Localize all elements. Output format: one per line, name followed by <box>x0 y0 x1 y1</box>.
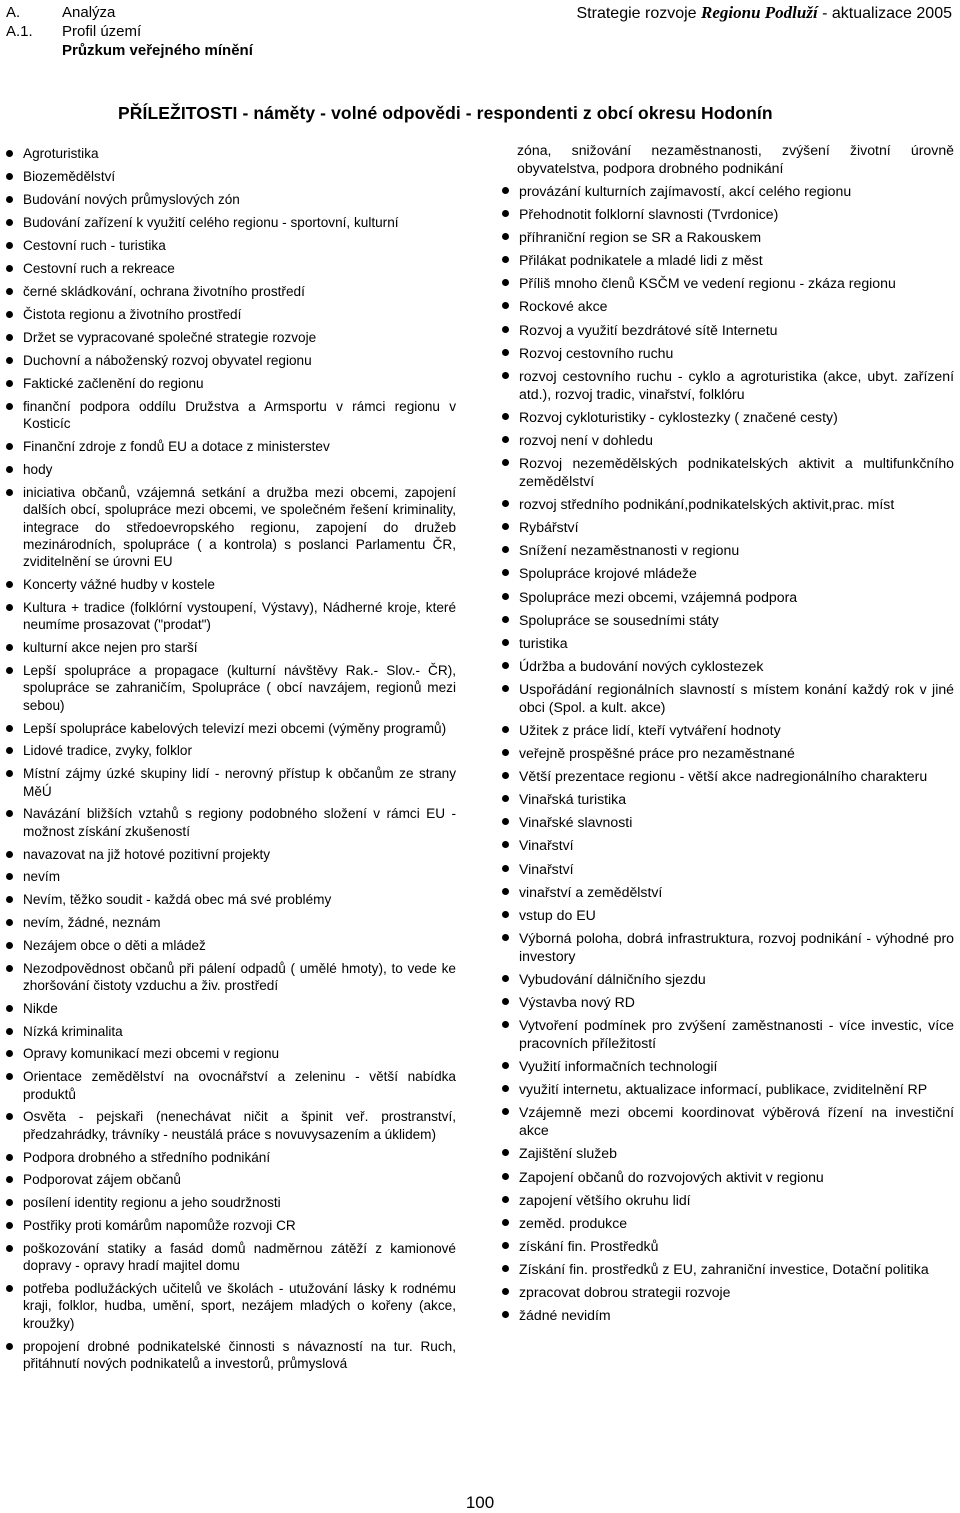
list-item: nevím, žádné, neznám <box>6 914 456 931</box>
list-item: černé skládkování, ochrana životního prostředí <box>6 283 456 300</box>
list-item: Orientace zemědělství na ovocnářství a zeleninu - větší nabídka produktů <box>6 1068 456 1103</box>
list-item: turistika <box>502 634 954 652</box>
list-item: nevím <box>6 868 456 885</box>
list-item: Využití informačních technologií <box>502 1057 954 1075</box>
list-item: Vinařská turistika <box>502 790 954 808</box>
left-column-list <box>6 145 456 1378</box>
list-item: Snížení nezaměstnanosti v regionu <box>502 541 954 559</box>
list-item: žádné nevidím <box>502 1306 954 1324</box>
list-item: Navázání bližších vztahů s regiony podobného složení v rámci EU - možnost získání zkušeností <box>6 805 456 840</box>
list-item: Příliš mnoho členů KSČM ve vedení regionu - zkáza regionu <box>502 274 954 292</box>
list-item: Větší prezentace regionu - větší akce nadregionálního charakteru <box>502 767 954 785</box>
list-item: Agroturistika <box>6 145 456 162</box>
list-item: propojení drobné podnikatelské činnosti s návazností na tur. Ruch, přitáhnutí nových podnikatelů a investorů, průmyslová <box>6 1338 456 1373</box>
list-item: Postřiky proti komárům napomůže rozvoji CR <box>6 1217 456 1234</box>
list-item: Lepší spolupráce kabelových televizí mezi obcemi (výměny programů) <box>6 720 456 737</box>
subsection-number: A.1. <box>6 23 33 40</box>
list-item: Rozvoj a využití bezdrátové sítě Internetu <box>502 321 954 339</box>
list-item: Budování zařízení k využití celého regionu - sportovní, kulturní <box>6 214 456 231</box>
list-item: Osvěta - pejskaři (nenechávat ničit a špinit veř. prostranství, předzahrádky, trávníky - neustálá práce s novuvysazením a úklidem) <box>6 1108 456 1143</box>
list-item: Finanční zdroje z fondů EU a dotace z ministerstev <box>6 438 456 455</box>
document-title <box>577 3 953 23</box>
list-item: Koncerty vážné hudby v kostele <box>6 576 456 593</box>
list-item: příhraniční region se SR a Rakouskem <box>502 228 954 246</box>
list-item: Přehodnotit folklorní slavnosti (Tvrdonice) <box>502 205 954 223</box>
list-item: Podpora drobného a středního podnikání <box>6 1149 456 1166</box>
list-item: Užitek z práce lidí, kteří vytváření hodnoty <box>502 721 954 739</box>
list-item: Uspořádání regionálních slavností s místem konání každý rok v jiné obci (Spol. a kult. akce) <box>502 680 954 716</box>
list-item: Zapojení občanů do rozvojových aktivit v regionu <box>502 1168 954 1186</box>
list-item: Cestovní ruch a rekreace <box>6 260 456 277</box>
list-item: Spolupráce mezi obcemi, vzájemná podpora <box>502 588 954 606</box>
list-item: Vinařství <box>502 860 954 878</box>
list-item: Vinařství <box>502 836 954 854</box>
list-item: Nezodpovědnost občanů při pálení odpadů ( umělé hmoty), to vede ke zhoršování čistoty vzduchu a živ. prostředí <box>6 960 456 995</box>
list-item: Biozemědělství <box>6 168 456 185</box>
list-item: Cestovní ruch - turistika <box>6 237 456 254</box>
list-item: zapojení většího okruhu lidí <box>502 1191 954 1209</box>
list-item: Faktické začlenění do regionu <box>6 375 456 392</box>
list-item: Opravy komunikací mezi obcemi v regionu <box>6 1045 456 1062</box>
list-item: Vinařské slavnosti <box>502 813 954 831</box>
list-item: Podporovat zájem občanů <box>6 1171 456 1188</box>
list-item: Nevím, těžko soudit - každá obec má své problémy <box>6 891 456 908</box>
list-item: Místní zájmy úzké skupiny lidí - nerovný přístup k občanům ze strany MěÚ <box>6 765 456 800</box>
list-item: posílení identity regionu a jeho soudržnosti <box>6 1194 456 1211</box>
list-item: rozvoj středního podnikání,podnikatelských aktivit,prac. míst <box>502 495 954 513</box>
doc-title-suffix: - aktualizace 2005 <box>817 5 952 22</box>
list-item: navazovat na již hotové pozitivní projekty <box>6 846 456 863</box>
list-item: iniciativa občanů, vzájemná setkání a družba mezi obcemi, zapojení dalších obcí, spolupráce mezi obcemi, ve společném řešení kriminality, integrace do středoevropského regionu, zapojení do družeb mezinárodních, spolupráce ( a kontrola) s poslanci Parlamentu ČR, zviditelnění se úrovni EU <box>6 484 456 571</box>
list-item: Vzájemně mezi obcemi koordinovat výběrová řízení na investiční akce <box>502 1103 954 1139</box>
list-item: Lepší spolupráce a propagace (kulturní návštěvy Rak.- Slov.- ČR), spolupráce se zahraničím, Spolupráce ( obcí navzájem, regionů mezi sebou) <box>6 662 456 714</box>
list-item: Rybářství <box>502 518 954 536</box>
list-item: Lidové tradice, zvyky, folklor <box>6 742 456 759</box>
list-item: Údržba a budování nových cyklostezek <box>502 657 954 675</box>
list-item: hody <box>6 461 456 478</box>
list-item: provázání kulturních zajímavostí, akcí celého regionu <box>502 182 954 200</box>
right-column-list <box>502 141 954 1329</box>
list-item: Výborná poloha, dobrá infrastruktura, rozvoj podnikání - výhodné pro investory <box>502 929 954 965</box>
list-item: získání fin. Prostředků <box>502 1237 954 1255</box>
doc-title-prefix: Strategie rozvoje <box>576 5 702 22</box>
list-item: Čistota regionu a životního prostředí <box>6 306 456 323</box>
list-item: zpracovat dobrou strategii rozvoje <box>502 1283 954 1301</box>
list-item: Duchovní a náboženský rozvoj obyvatel regionu <box>6 352 456 369</box>
list-item: Přilákat podnikatele a mladé lidi z měst <box>502 251 954 269</box>
list-item: poškozování statiky a fasád domů nadměrnou zátěží z kamionové dopravy - opravy hradí majitel domu <box>6 1240 456 1275</box>
list-item: potřeba podlužáckých učitelů ve školách - utužování lásky k rodnému kraji, folklor, hudba, umění, sport, nezájem mladých o kořeny (akce, kroužky) <box>6 1280 456 1332</box>
list-item: Kultura + tradice (folklórní vystoupení, Výstavy), Nádherné kroje, které neumíme prosazovat ("prodat") <box>6 599 456 634</box>
list-item-continuation: zóna, snižování nezaměstnanosti, zvýšení životní úrovně obyvatelstva, podpora drobného podnikání <box>517 142 954 176</box>
list-item: zeměd. produkce <box>502 1214 954 1232</box>
section-header <box>6 3 253 60</box>
list-item: Vytvoření podmínek pro zvýšení zaměstnanosti - více investic, více pracovních příležitostí <box>502 1016 954 1052</box>
section-letter: A. <box>6 4 21 21</box>
list-item: vstup do EU <box>502 906 954 924</box>
list-item: Rozvoj nezemědělských podnikatelských aktivit a multifunkčního zemědělství <box>502 454 954 490</box>
page-number: 100 <box>465 1493 495 1512</box>
list-item: využití internetu, aktualizace informací, publikace, zviditelnění RP <box>502 1080 954 1098</box>
list-item: rozvoj cestovního ruchu - cyklo a agroturistika (akce, ubyt. zařízení atd.), rozvoj tradic, vinařství, folklóru <box>502 367 954 403</box>
list-item: Nikde <box>6 1000 456 1017</box>
list-item: Rockové akce <box>502 297 954 315</box>
subsection-title: Profil území <box>62 23 142 40</box>
list-item: Vybudování dálničního sjezdu <box>502 970 954 988</box>
list-item: Nezájem obce o děti a mládež <box>6 937 456 954</box>
list-item: Spolupráce krojové mládeže <box>502 564 954 582</box>
list-item: Rozvoj cykloturistiky - cyklostezky ( značené cesty) <box>502 408 954 426</box>
list-item: Nízká kriminalita <box>6 1023 456 1040</box>
list-item: rozvoj není v dohledu <box>502 431 954 449</box>
list-item: Spolupráce se sousedními státy <box>502 611 954 629</box>
list-item: Rozvoj cestovního ruchu <box>502 344 954 362</box>
subtitle: Průzkum veřejného mínění <box>62 42 253 59</box>
list-item: Získání fin. prostředků z EU, zahraniční investice, Dotační politika <box>502 1260 954 1278</box>
section-title: Analýza <box>62 4 116 21</box>
list-item: finanční podpora oddílu Družstva a Armsportu v rámci regionu v Kosticíc <box>6 398 456 433</box>
list-item: kulturní akce nejen pro starší <box>6 639 456 656</box>
list-item: Držet se vypracované společné strategie rozvoje <box>6 329 456 346</box>
list-item: vinařství a zemědělství <box>502 883 954 901</box>
list-item: Zajištění služeb <box>502 1144 954 1162</box>
list-item: Budování nových průmyslových zón <box>6 191 456 208</box>
doc-title-brand: Regionu Podluží <box>701 3 818 22</box>
list-item: veřejně prospěšné práce pro nezaměstnané <box>502 744 954 762</box>
list-item: Výstavba nový RD <box>502 993 954 1011</box>
page-title: PŘÍLEŽITOSTI - náměty - volné odpovědi - respondenti z obcí okresu Hodonín <box>118 103 773 123</box>
